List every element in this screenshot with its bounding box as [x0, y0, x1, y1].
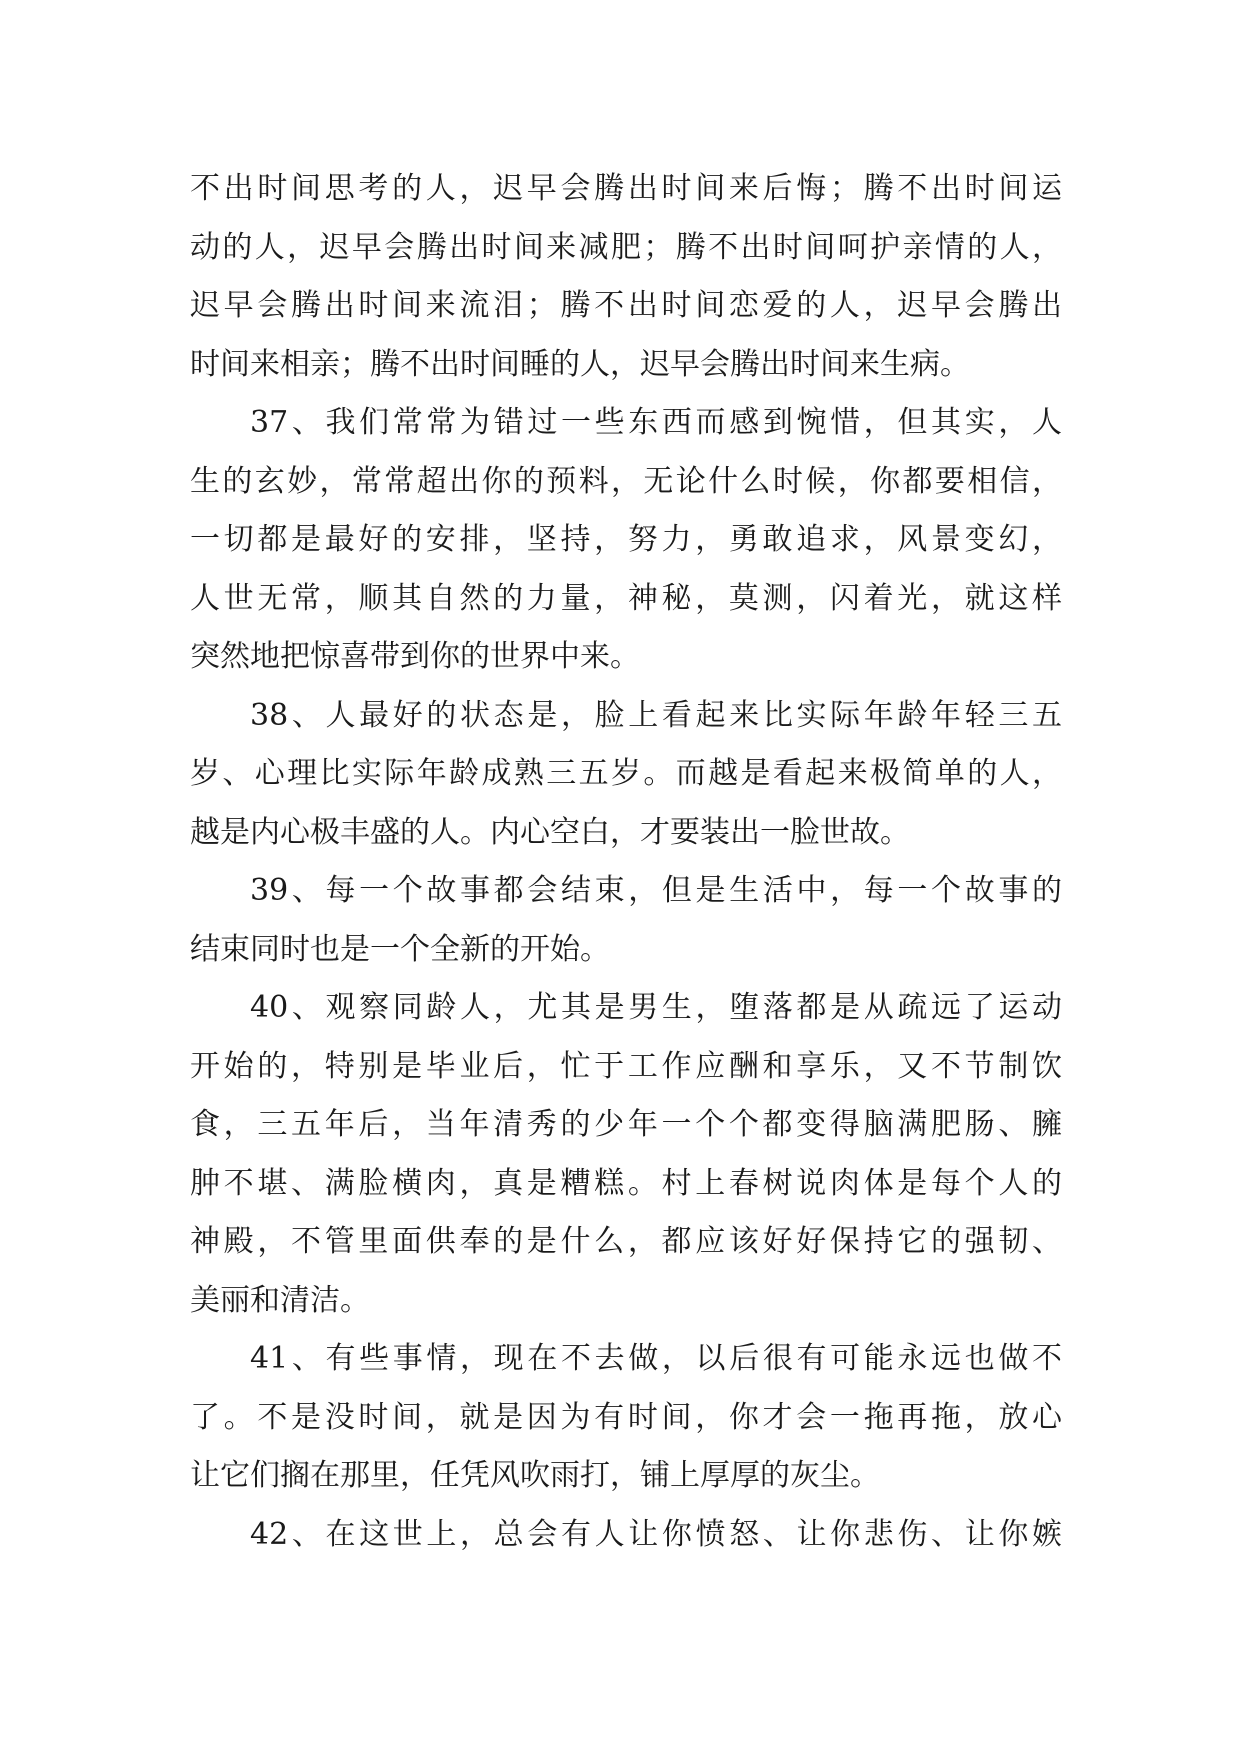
paragraph-39 — [190, 862, 1062, 979]
text-line: 37、我们常常为错过一些东西而感到惋惜，但其实，人 — [250, 405, 1062, 440]
text-line: 40、观察同龄人，尤其是男生，堕落都是从疏远了运动 — [250, 990, 1062, 1025]
text-line: 42、在这世上，总会有人让你愤怒、让你悲伤、让你嫉 — [250, 1516, 1062, 1552]
text-line: 结束同时也是一个全新的开始。 — [190, 931, 610, 967]
text-line: 肿不堪、满脸横肉，真是糟糕。村上春树说肉体是每个人的 — [190, 1165, 1062, 1201]
paragraph-40 — [190, 979, 1062, 1330]
text-line: 动的人，迟早会腾出时间来减肥；腾不出时间呵护亲情的人， — [190, 229, 1062, 265]
text-line: 38、人最好的状态是，脸上看起来比实际年龄年轻三五 — [250, 697, 1062, 733]
text-line: 了。不是没时间，就是因为有时间，你才会一拖再拖，放心 — [190, 1399, 1062, 1435]
text-line: 食，三五年后，当年清秀的少年一个个都变得脑满肥肠、臃 — [190, 1107, 1062, 1142]
text-line: 岁、心理比实际年龄成熟三五岁。而越是看起来极简单的人， — [190, 756, 1062, 791]
text-line: 41、有些事情，现在不去做，以后很有可能永远也做不 — [250, 1341, 1062, 1376]
document-body — [190, 160, 1062, 1564]
text-line: 神殿，不管里面供奉的是什么，都应该好好保持它的强韧、 — [190, 1224, 1062, 1259]
text-line: 越是内心极丰盛的人。内心空白，才要装出一脸世故。 — [190, 814, 910, 850]
text-line: 不出时间思考的人，迟早会腾出时间来后悔；腾不出时间运 — [190, 171, 1062, 206]
text-line: 开始的，特别是毕业后，忙于工作应酬和享乐，又不节制饮 — [190, 1048, 1062, 1084]
paragraph-36-continuation — [190, 160, 1062, 394]
text-line: 迟早会腾出时间来流泪；腾不出时间恋爱的人，迟早会腾出 — [190, 288, 1062, 323]
text-line: 突然地把惊喜带到你的世界中来。 — [190, 639, 640, 674]
text-line: 让它们搁在那里，任凭风吹雨打，铺上厚厚的灰尘。 — [190, 1458, 880, 1493]
text-line: 一切都是最好的安排，坚持，努力，勇敢追求，风景变幻， — [190, 522, 1062, 557]
paragraph-38 — [190, 687, 1062, 863]
paragraph-37 — [190, 394, 1062, 687]
text-line: 美丽和清洁。 — [190, 1282, 370, 1318]
text-line: 生的玄妙，常常超出你的预料，无论什么时候，你都要相信， — [190, 463, 1062, 499]
text-line: 时间来相亲；腾不出时间睡的人，迟早会腾出时间来生病。 — [190, 346, 970, 382]
text-line: 39、每一个故事都会结束，但是生活中，每一个故事的 — [250, 873, 1062, 908]
paragraph-42 — [190, 1506, 1062, 1565]
paragraph-41 — [190, 1330, 1062, 1506]
text-line: 人世无常，顺其自然的力量，神秘，莫测，闪着光，就这样 — [190, 580, 1062, 616]
